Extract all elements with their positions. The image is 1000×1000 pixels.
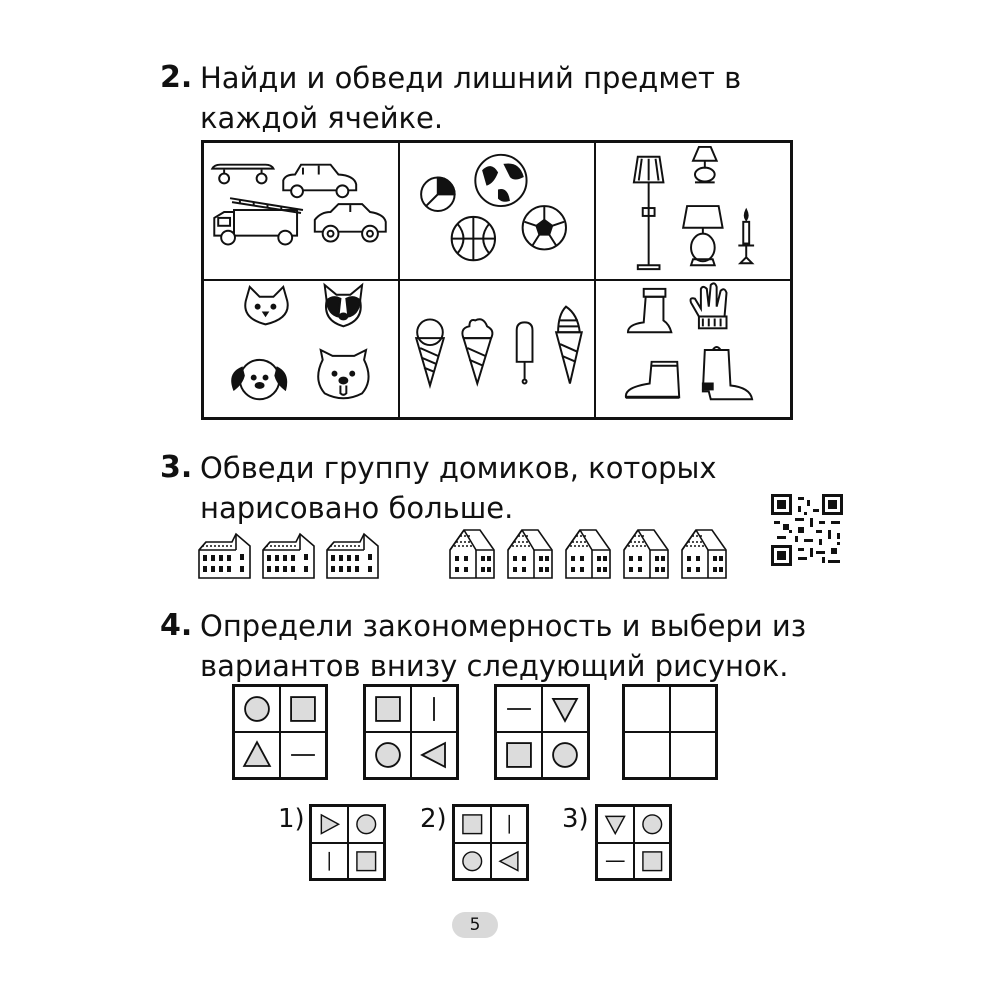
square-shape xyxy=(366,687,410,731)
table-lamp-icon[interactable] xyxy=(683,206,722,265)
pie-chart-ball-icon[interactable] xyxy=(421,177,455,211)
ice-cream-cone-icon[interactable] xyxy=(462,319,492,383)
square-shape xyxy=(497,733,541,777)
pattern-cell xyxy=(597,843,634,880)
triangle-left-shape xyxy=(492,844,527,879)
dog-face-icon[interactable] xyxy=(325,285,362,326)
square-shape xyxy=(455,807,490,842)
pattern-cell xyxy=(542,732,588,778)
pattern-cell xyxy=(454,843,491,880)
pattern-cell xyxy=(311,806,348,843)
option-label: 3) xyxy=(562,804,589,834)
globe-icon[interactable] xyxy=(475,155,526,206)
dash-shape xyxy=(598,844,633,879)
pattern-grid-3[interactable] xyxy=(494,684,590,780)
bar-shape xyxy=(492,807,527,842)
qr-code-icon[interactable] xyxy=(771,494,843,566)
pattern-grid-2[interactable] xyxy=(363,684,459,780)
pattern-cell xyxy=(348,806,385,843)
basketball-icon[interactable] xyxy=(452,217,495,260)
empty-answer-grid[interactable] xyxy=(622,684,718,780)
pattern-cell xyxy=(624,732,670,778)
odd-one-out-grid xyxy=(201,140,793,420)
ice-cream-cone-icon[interactable] xyxy=(416,319,444,385)
candle-icon[interactable] xyxy=(738,210,754,263)
circle-shape xyxy=(349,807,384,842)
triangle-down-shape xyxy=(598,807,633,842)
pattern-cell xyxy=(454,806,491,843)
pattern-cell xyxy=(234,732,280,778)
dash-shape xyxy=(281,733,325,777)
circle-shape xyxy=(366,733,410,777)
glove-icon[interactable] xyxy=(691,283,727,328)
cat-face-icon[interactable] xyxy=(245,287,287,324)
circle-shape xyxy=(455,844,490,879)
car-icon[interactable] xyxy=(283,165,356,198)
soccer-ball-icon[interactable] xyxy=(523,206,566,249)
tractor-car-icon[interactable] xyxy=(315,204,386,241)
triangle-right-shape xyxy=(312,807,347,842)
pattern-cell xyxy=(634,806,671,843)
pattern-cell xyxy=(411,732,457,778)
task-number: 4. xyxy=(160,608,193,643)
skateboard-icon[interactable] xyxy=(212,165,273,184)
circle-shape xyxy=(235,687,279,731)
grid-cell-pets[interactable] xyxy=(203,280,399,418)
pattern-cell xyxy=(411,686,457,732)
fire-truck-icon[interactable] xyxy=(214,198,303,244)
pattern-cell xyxy=(365,732,411,778)
pattern-cell xyxy=(670,686,716,732)
square-shape xyxy=(281,687,325,731)
house-group-large[interactable] xyxy=(446,524,736,584)
page-number: 5 xyxy=(452,912,498,938)
square-shape xyxy=(635,844,670,879)
triangle-up-shape xyxy=(235,733,279,777)
house-icon xyxy=(199,534,250,578)
grid-cell-vehicles[interactable] xyxy=(203,142,399,280)
ugg-boot-icon[interactable] xyxy=(626,362,679,397)
option-label: 1) xyxy=(278,804,305,834)
dash-shape xyxy=(497,687,541,731)
task-text: Найди и обведи лишний предмет в каждой ячейке. xyxy=(200,61,742,135)
answer-option-3[interactable] xyxy=(595,804,672,881)
pattern-grid-1[interactable] xyxy=(232,684,328,780)
pattern-cell xyxy=(280,686,326,732)
grid-cell-balls[interactable] xyxy=(399,142,595,280)
pattern-cell xyxy=(496,732,542,778)
pattern-cell xyxy=(624,686,670,732)
house-group-small[interactable] xyxy=(196,528,388,584)
pattern-cell xyxy=(597,806,634,843)
grid-cell-ice-cream[interactable] xyxy=(399,280,595,418)
answer-option-1[interactable] xyxy=(309,804,386,881)
task-text: Определи закономерность и выбери из вариантов внизу следующий рисунок. xyxy=(200,609,807,683)
pattern-cell xyxy=(348,843,385,880)
dog-face-icon[interactable] xyxy=(318,350,368,398)
pattern-cell xyxy=(542,686,588,732)
answer-option-2[interactable] xyxy=(452,804,529,881)
task-number: 3. xyxy=(160,450,193,485)
floor-lamp-icon[interactable] xyxy=(634,157,664,269)
pattern-cell xyxy=(365,686,411,732)
ice-cream-cone-icon[interactable] xyxy=(556,307,582,384)
pattern-cell xyxy=(491,843,528,880)
pattern-cell xyxy=(670,732,716,778)
task-number: 2. xyxy=(160,60,193,95)
pattern-cell xyxy=(496,686,542,732)
house-icon xyxy=(450,530,494,578)
pattern-cell xyxy=(491,806,528,843)
circle-shape xyxy=(543,733,587,777)
popsicle-icon[interactable] xyxy=(517,322,533,383)
dog-face-icon[interactable] xyxy=(232,360,286,399)
triangle-down-shape xyxy=(543,687,587,731)
square-shape xyxy=(349,844,384,879)
circle-shape xyxy=(635,807,670,842)
pattern-cell xyxy=(280,732,326,778)
bar-shape xyxy=(412,687,456,731)
boot-icon[interactable] xyxy=(628,289,671,332)
pattern-cell xyxy=(234,686,280,732)
cowboy-boot-icon[interactable] xyxy=(703,347,752,399)
bar-shape xyxy=(312,844,347,879)
pattern-cell xyxy=(634,843,671,880)
grid-cell-footwear[interactable] xyxy=(595,280,791,418)
pattern-cell xyxy=(311,843,348,880)
grid-cell-lamps[interactable] xyxy=(595,142,791,280)
task-text: Обведи группу домиков, которых нарисовано больше. xyxy=(200,451,717,525)
table-lamp-icon[interactable] xyxy=(693,147,717,182)
triangle-left-shape xyxy=(412,733,456,777)
option-label: 2) xyxy=(420,804,447,834)
